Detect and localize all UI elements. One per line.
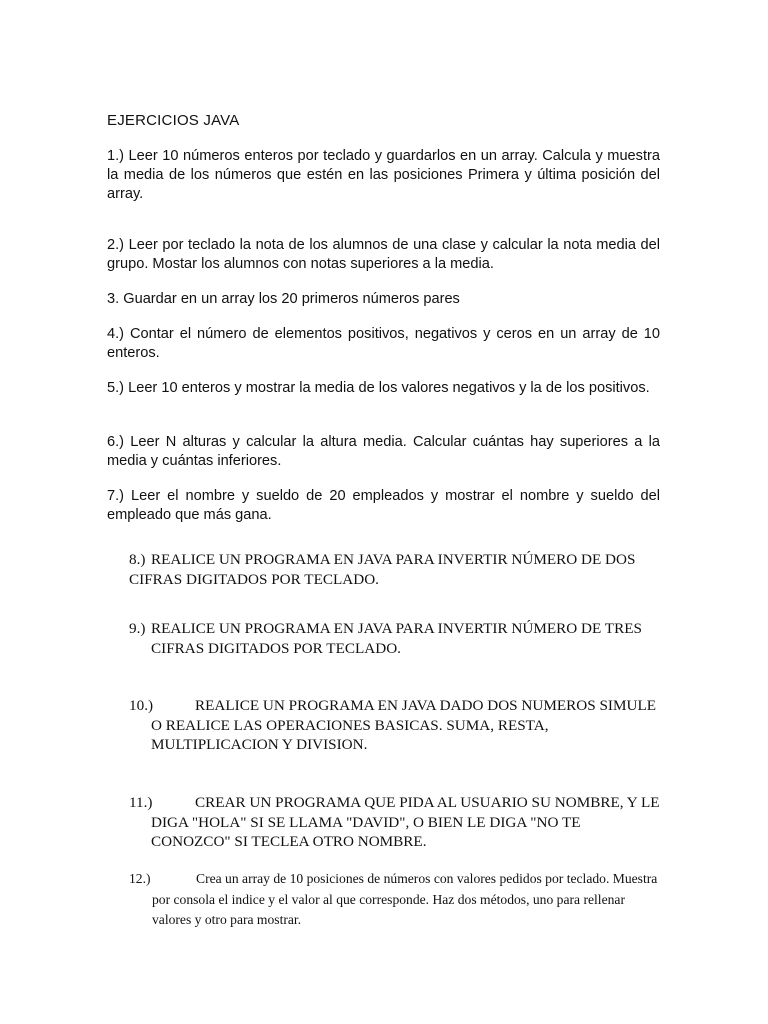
- exercise-10-text: REALICE UN PROGRAMA EN JAVA DADO DOS NUMEROS SIMULE O REALICE LAS OPERACIONES BASICAS. SUMA, RESTA, MULTIPLICACION Y DIVISION.: [151, 697, 657, 754]
- exercise-9-number: 9.): [129, 620, 146, 637]
- exercise-11-number: 11.): [129, 794, 153, 811]
- exercise-6: 6.) Leer N alturas y calcular la altura media. Calcular cuántas hay superiores a la media y cuántas inferiores.: [107, 434, 660, 469]
- exercise-11-text: CREAR UN PROGRAMA QUE PIDA AL USUARIO SU NOMBRE, Y LE DIGA "HOLA" SI SE LLAMA "DAVID", O BIEN LE DIGA "NO TE CONOZCO" SI TECLEA OTRO NOMBRE.: [151, 794, 660, 851]
- exercise-11: [129, 793, 661, 852]
- exercise-12-text: Crea un array de 10 posiciones de números con valores pedidos por teclado. Muestra por consola el indice y el valor al que corresponde. Haz dos métodos, uno para rellenar valores y otro para mostrar.: [152, 871, 658, 927]
- document-title: EJERCICIOS JAVA: [107, 112, 240, 129]
- exercise-8: [129, 550, 649, 589]
- exercise-4: 4.) Contar el número de elementos positivos, negativos y ceros en un array de 10 enteros.: [107, 326, 660, 361]
- exercise-8-text: REALICE UN PROGRAMA EN JAVA PARA INVERTIR NÚMERO DE DOS CIFRAS DIGITADOS POR TECLADO.: [129, 551, 636, 588]
- exercise-5: 5.) Leer 10 enteros y mostrar la media de los valores negativos y la de los positivos.: [107, 380, 650, 396]
- exercise-3: 3. Guardar en un array los 20 primeros números pares: [107, 291, 460, 307]
- exercise-1: 1.) Leer 10 números enteros por teclado y guardarlos en un array. Calcula y muestra la media de los números que estén en las posiciones Primera y última posición del array.: [107, 148, 660, 202]
- exercise-9-text: REALICE UN PROGRAMA EN JAVA PARA INVERTIR NÚMERO DE TRES CIFRAS DIGITADOS POR TECLADO.: [151, 620, 642, 657]
- exercise-12-number: 12.): [129, 871, 151, 886]
- exercise-8-number: 8.): [129, 551, 146, 568]
- exercise-2: 2.) Leer por teclado la nota de los alumnos de una clase y calcular la nota media del grupo. Mostar los alumnos con notas superiores a la media.: [107, 237, 660, 272]
- exercise-12: [129, 869, 661, 931]
- exercise-10-number: 10.): [129, 697, 154, 714]
- exercise-7: 7.) Leer el nombre y sueldo de 20 empleados y mostrar el nombre y sueldo del empleado que más gana.: [107, 488, 660, 523]
- exercise-10: [129, 696, 661, 755]
